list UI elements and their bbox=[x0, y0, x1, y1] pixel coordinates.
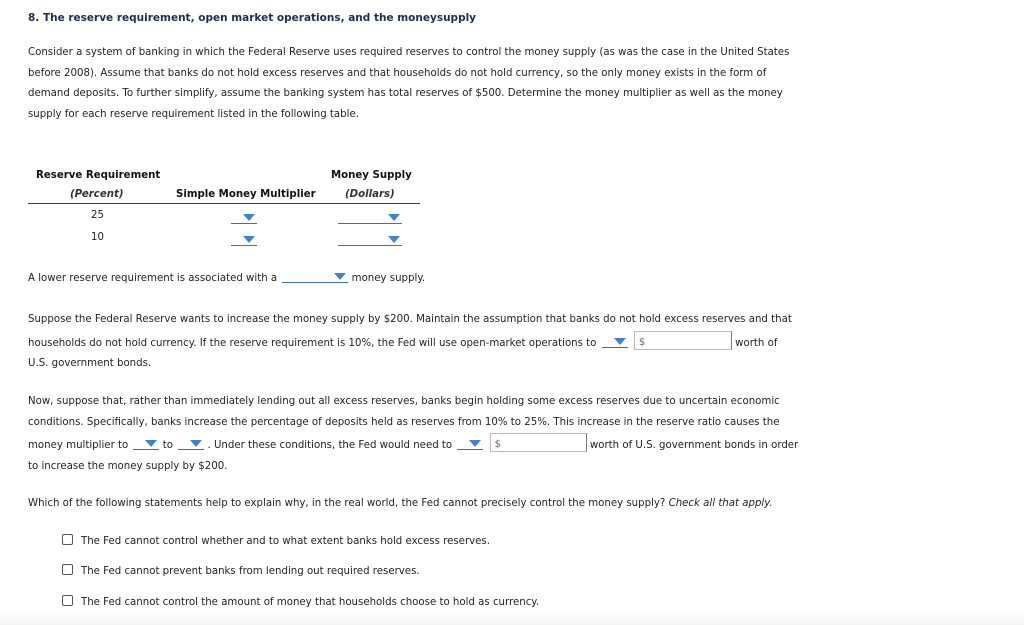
q3-bond-amount-field[interactable] bbox=[490, 433, 587, 452]
q2-line-2-before: households do not hold currency. If the reserve requirement is 10%, the Fed will use open-market operations to bbox=[28, 337, 597, 349]
row-1-money-supply-dropdown[interactable] bbox=[338, 212, 402, 224]
q3-line-3-c: . Under these conditions, the Fed would need to bbox=[207, 440, 453, 451]
dollar-sign: $ bbox=[638, 336, 646, 348]
q1-text-before: A lower reserve requirement is associated with a bbox=[28, 273, 278, 284]
q1-text-after: money supply. bbox=[351, 273, 426, 284]
col-reserve-sub: (Percent) bbox=[70, 189, 124, 200]
dollar-sign: $ bbox=[494, 439, 502, 450]
chevron-down-icon bbox=[243, 236, 255, 243]
option-1-checkbox[interactable] bbox=[62, 534, 73, 545]
table-header-divider bbox=[28, 203, 420, 204]
row-2-reserve: 10 bbox=[91, 232, 104, 243]
option-1-label: The Fed cannot control whether and to what extent banks hold excess reserves. bbox=[81, 536, 490, 547]
row-2-money-supply-dropdown[interactable] bbox=[338, 234, 402, 246]
chevron-down-icon bbox=[334, 273, 346, 280]
q3-line-3-b: to bbox=[162, 440, 173, 451]
chevron-down-icon bbox=[388, 214, 400, 221]
q3-buy-sell-dropdown[interactable] bbox=[457, 437, 483, 450]
row-1-multiplier-dropdown[interactable] bbox=[231, 212, 257, 224]
q3-block bbox=[28, 392, 818, 477]
q3-line-2: conditions. Specifically, banks increase the percentage of deposits held as reserves from 10% to 25%. This increase in the reserve ratio causes the bbox=[28, 416, 780, 428]
q2-line-1: Suppose the Federal Reserve wants to increase the money supply by $200. Maintain the assumption that banks do not hold excess reserves and that bbox=[28, 314, 792, 325]
q2-line-2-after: worth of bbox=[735, 337, 778, 349]
q1-money-supply-dropdown[interactable] bbox=[282, 270, 348, 283]
q3-multiplier-to-dropdown[interactable] bbox=[178, 437, 204, 450]
q4-question: Which of the following statements help to explain why, in the real world, the Fed cannot precisely control the money supply? bbox=[28, 498, 666, 509]
col-money-supply-sub: (Dollars) bbox=[345, 189, 395, 200]
option-3[interactable] bbox=[62, 595, 539, 608]
q4-instruction: Check all that apply. bbox=[668, 498, 773, 509]
q1-block bbox=[28, 269, 818, 290]
q3-line-4: to increase the money supply by $200. bbox=[28, 460, 228, 472]
q2-bond-amount-field[interactable] bbox=[634, 331, 732, 350]
q3-line-3-a: money multiplier to bbox=[28, 440, 129, 451]
row-1-reserve: 25 bbox=[91, 210, 104, 221]
col-multiplier-header: Simple Money Multiplier bbox=[176, 189, 316, 200]
q2-buy-sell-dropdown[interactable] bbox=[602, 335, 628, 348]
option-2-label: The Fed cannot prevent banks from lending out required reserves. bbox=[81, 566, 420, 577]
q3-bond-amount-input[interactable] bbox=[505, 434, 582, 449]
chevron-down-icon bbox=[145, 440, 157, 447]
q3-line-3-d: worth of U.S. government bonds in order bbox=[589, 440, 799, 451]
q2-block bbox=[28, 310, 818, 375]
intro-paragraph: Consider a system of banking in which the Federal Reserve uses required reserves to control the money supply (as was the case in the United States before 2008). Assume that banks do not hold excess reserves and that households do not hold currency, so the only money exists in the form of demand deposits. To further simplify, assume the banking system has total reserves of $500. Determine the money multiplier as well as the money supply for each reserve requirement listed in the following table. bbox=[28, 47, 790, 120]
chevron-down-icon bbox=[388, 236, 400, 243]
option-3-checkbox[interactable] bbox=[62, 595, 73, 606]
option-1[interactable] bbox=[62, 534, 490, 547]
q3-multiplier-from-dropdown[interactable] bbox=[133, 437, 159, 450]
chevron-down-icon bbox=[243, 214, 255, 221]
option-2[interactable] bbox=[62, 564, 420, 577]
option-2-checkbox[interactable] bbox=[62, 564, 73, 575]
q4-block bbox=[28, 494, 818, 515]
chevron-down-icon bbox=[190, 440, 202, 447]
question-title: 8. The reserve requirement, open market operations, and the moneysupply bbox=[28, 12, 477, 24]
q2-bond-amount-input[interactable] bbox=[649, 332, 727, 347]
col-money-supply-header: Money Supply bbox=[331, 170, 412, 181]
option-3-label: The Fed cannot control the amount of money that households choose to hold as currency. bbox=[81, 597, 540, 608]
q2-line-3: U.S. government bonds. bbox=[28, 358, 152, 369]
q3-line-1: Now, suppose that, rather than immediately lending out all excess reserves, banks begin holding some excess reserves due to uncertain economic bbox=[28, 396, 780, 407]
row-2-multiplier-dropdown[interactable] bbox=[231, 234, 257, 246]
chevron-down-icon bbox=[469, 440, 481, 447]
chevron-down-icon bbox=[614, 338, 626, 345]
col-reserve-header: Reserve Requirement bbox=[36, 170, 161, 181]
footer-fade bbox=[0, 610, 1024, 625]
